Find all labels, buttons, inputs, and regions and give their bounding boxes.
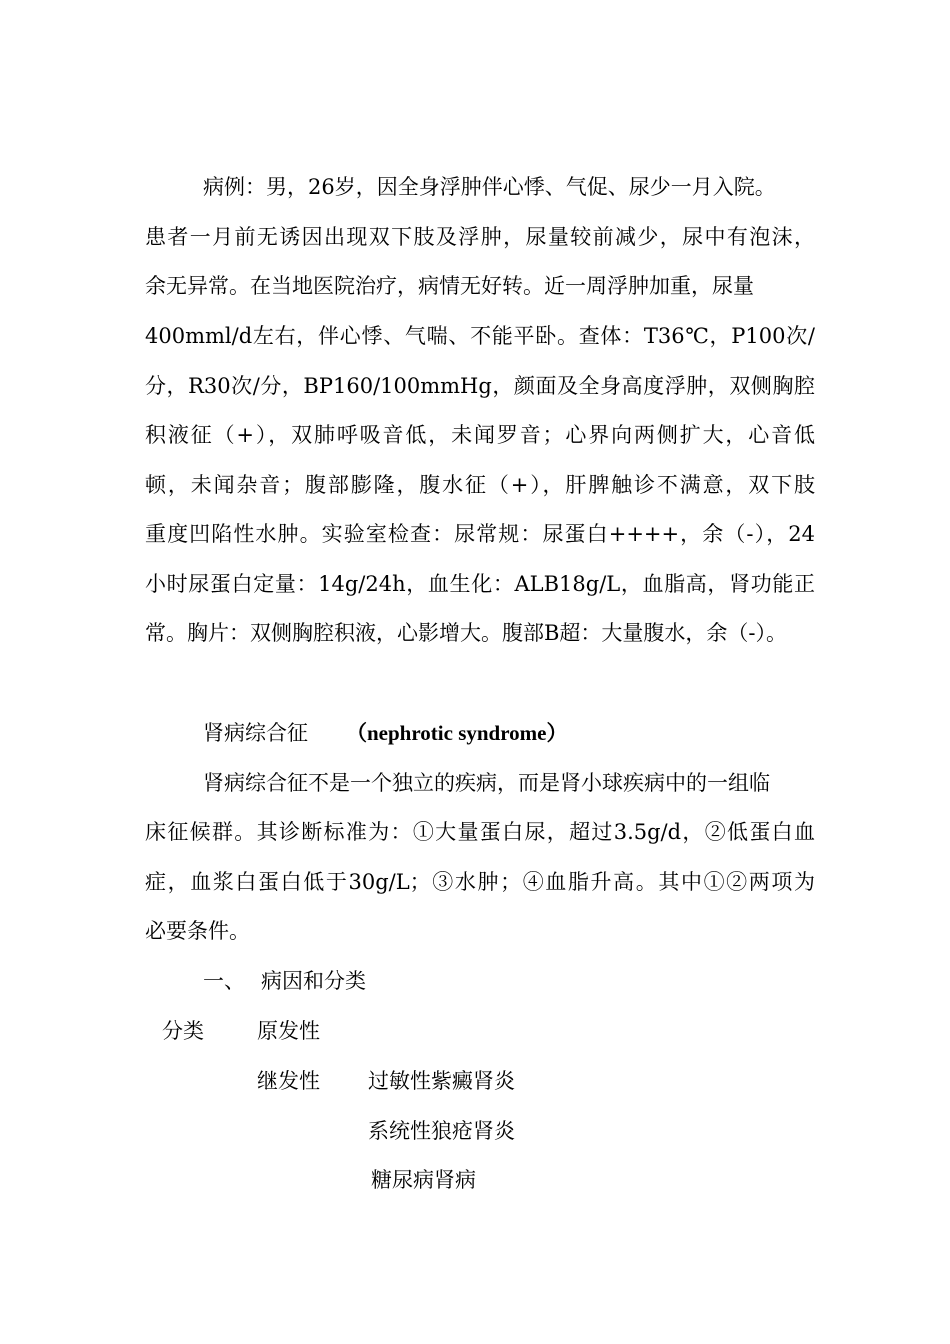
classification-label: 分类 xyxy=(162,1019,204,1043)
case-line: 余无异常。在当地医院治疗，病情无好转。近一周浮肿加重，尿量 xyxy=(145,274,754,298)
case-line: 常。胸片：双侧胸腔积液，心影增大。腹部B超：大量腹水，余（-）。 xyxy=(145,621,788,645)
section-title-cn: 肾病综合征 xyxy=(203,721,308,745)
case-line: 小时尿蛋白定量：14g/24h，血生化：ALB18g/L，血脂高，肾功能正 xyxy=(145,572,815,596)
case-line: 重度凹陷性水肿。实验室检查：尿常规：尿蛋白++++，余（-），24 xyxy=(145,522,815,546)
secondary-type: 继发性 xyxy=(257,1069,320,1093)
case-line: 病例：男，26岁，因全身浮肿伴心悸、气促、尿少一月入院。 xyxy=(203,175,776,199)
definition-line: 必要条件。 xyxy=(145,919,250,943)
case-line: 患者一月前无诱因出现双下肢及浮肿，尿量较前减少，尿中有泡沫， xyxy=(145,225,815,249)
case-line: 分，R30次/分，BP160/100mmHg，颜面及全身高度浮肿，双侧胸腔 xyxy=(145,374,815,398)
primary-type: 原发性 xyxy=(257,1019,320,1043)
case-line: 400mml/d左右，伴心悸、气喘、不能平卧。查体：T36℃，P100次/ xyxy=(145,324,815,348)
case-line: 积液征（+），双肺呼吸音低，未闻罗音；心界向两侧扩大，心音低 xyxy=(145,423,815,447)
outline-heading: 病因和分类 xyxy=(261,969,366,993)
definition-line: 床征候群。其诊断标准为：①大量蛋白尿，超过3.5g/d，②低蛋白血 xyxy=(145,820,815,844)
definition-line: 肾病综合征不是一个独立的疾病，而是肾小球疾病中的一组临 xyxy=(203,771,770,795)
secondary-item: 糖尿病肾病 xyxy=(371,1168,476,1192)
section-title-en: （nephrotic syndrome） xyxy=(346,721,568,745)
outline-heading-number: 一、 xyxy=(203,969,245,993)
definition-line: 症，血浆白蛋白低于30g/L；③水肿；④血脂升高。其中①②两项为 xyxy=(145,870,815,894)
secondary-item: 系统性狼疮肾炎 xyxy=(368,1119,515,1143)
case-line: 顿，未闻杂音；腹部膨隆，腹水征（+），肝脾触诊不满意，双下肢 xyxy=(145,473,815,497)
secondary-item: 过敏性紫癜肾炎 xyxy=(368,1069,515,1093)
